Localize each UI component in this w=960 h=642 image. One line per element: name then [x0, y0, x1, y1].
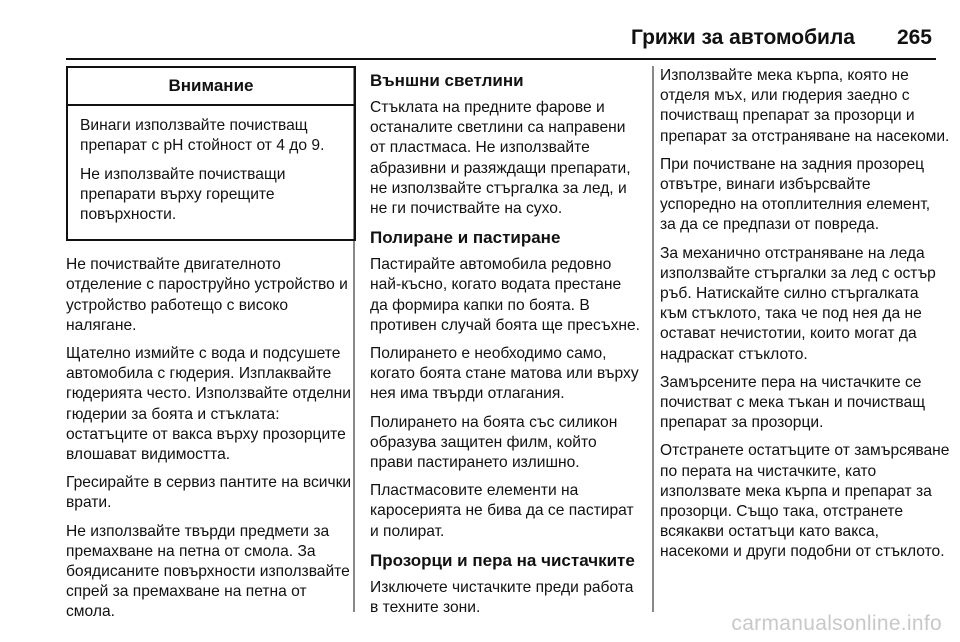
- body-paragraph: Използвайте мека кърпа, която не отделя мъх, или гюдерия заедно с почистващ препарат за прозорци и препарат за отстраняване на насекоми.: [660, 67, 950, 145]
- body-paragraph: Пластмасовите елементи на каросерията не бива да се пастират и полират.: [370, 482, 634, 540]
- page-title: Грижи за автомобила: [630, 26, 855, 49]
- column-divider-2: [652, 66, 654, 612]
- body-paragraph: Не почиствайте двигателното отделение с пароструйно устройство и устройство работещо с високо налягане.: [66, 256, 348, 334]
- warning-title: Внимание: [68, 68, 354, 106]
- column-3: [660, 66, 950, 571]
- body-paragraph: Стъклата на предните фарове и останалите светлини са направени от пластмаса. Не използвайте абразивни и разяждащи препарати, не използвайте стъргалка за лед, и не ги почиствайте на сухо.: [370, 99, 631, 218]
- warning-paragraph: Не използвайте почистващи препарати върху горещите повърхности.: [80, 165, 286, 224]
- body-paragraph: Отстранете остатъците от замърсяване по перата на чистачките, като използвате мека кърпа и препарат за прозорци. Също така, отстранете всякакви остатъци като вакса, насекоми и други подобни от стъклото.: [660, 442, 950, 561]
- body-paragraph: Полирането е необходимо само, когато боята стане матова или върху нея има твърди отлагания.: [370, 345, 639, 403]
- body-paragraph: Щателно измийте с вода и подсушете автомобила с гюдерия. Изплаквайте гюдерията често. Използвайте отделни гюдерии за боята и стъклата: остатъците от вакса върху прозорците влошават видимостта.: [66, 345, 351, 464]
- body-paragraph: Изключете чистачките преди работа в техните зони.: [370, 578, 634, 617]
- section-heading-polishing: Полиране и пастиране: [370, 228, 561, 248]
- warning-paragraph: Винаги използвайте почистващ препарат с pH стойност от 4 до 9.: [80, 117, 325, 155]
- body-paragraph: При почистване на задния прозорец отвътре, винаги избърсвайте успоредно на отоплителния елемент, за да се предпази от повреда.: [660, 155, 931, 234]
- column-2: [370, 66, 640, 626]
- column-1: [66, 66, 356, 631]
- warning-body: [68, 106, 354, 239]
- watermark: carmanualsonline.info: [731, 612, 942, 635]
- page-header: [0, 0, 960, 58]
- body-paragraph: Полирането на боята със силикон образува защитен филм, който прави пастирането излишно.: [370, 413, 618, 472]
- warning-box: [66, 66, 356, 241]
- section-heading-exterior-lights: Външни светлини: [370, 71, 524, 90]
- body-paragraph: Пастирайте автомобила редовно най-късно, когато водата престане да формира капки по боята. В противен случай боята ще пресъхне.: [370, 256, 640, 334]
- body-paragraph: Замърсените пера на чистачките се почистват с мека тъкан и почистващ препарат за прозорци.: [660, 373, 926, 432]
- body-paragraph: Гресирайте в сервиз пантите на всички врати.: [66, 474, 352, 512]
- body-paragraph: Не използвайте твърди предмети за премахване на петна от смола. За боядисаните повърхности използвайте спрей за премахване на петна от смола.: [66, 522, 350, 621]
- body-paragraph: За механично отстраняване на леда използвайте стъргалки за лед с остър ръб. Натискайте силно стъргалката към стъклото, така че под нея да не остават нечистотии, които могат да надраскат стъклото.: [660, 244, 936, 363]
- page-number: 265: [896, 26, 932, 49]
- section-heading-windows-wipers: Прозорци и пера на чистачките: [370, 550, 635, 570]
- header-rule: [66, 58, 936, 60]
